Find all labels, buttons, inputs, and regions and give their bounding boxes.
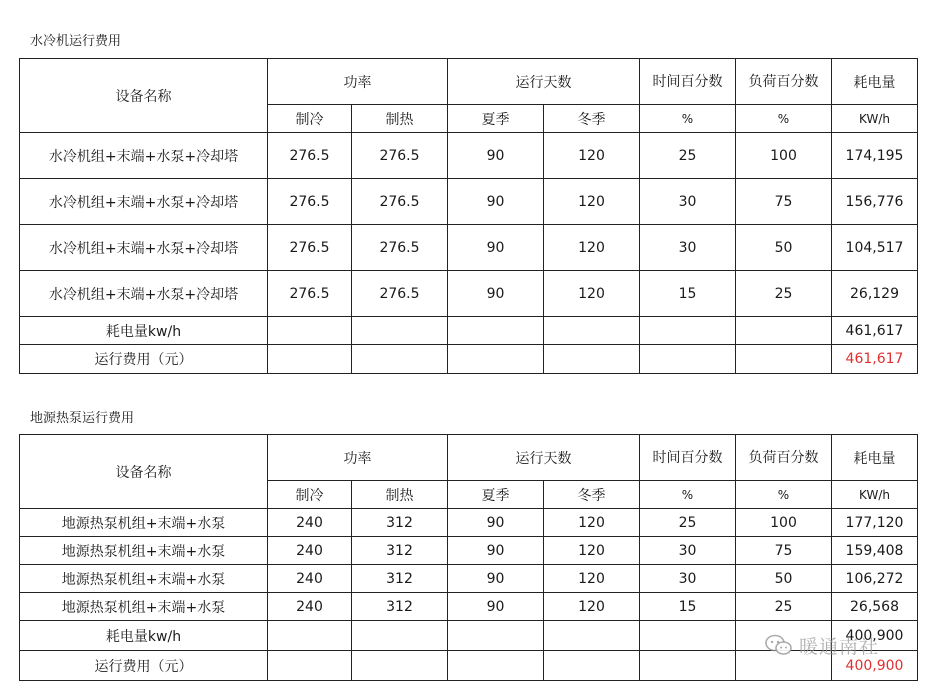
cost-row bbox=[20, 345, 918, 374]
total-row bbox=[20, 317, 918, 345]
header-time-unit: % bbox=[640, 481, 736, 509]
cell-heating: 312 bbox=[352, 509, 448, 537]
header-equipment-name: 设备名称 bbox=[20, 435, 268, 509]
cell-load-percent: 100 bbox=[736, 133, 832, 179]
cell-energy: 174,195 bbox=[832, 133, 918, 179]
cell-name: 地源热泵机组+末端+水泵 bbox=[20, 593, 268, 621]
cell-name: 水冷机组+末端+水泵+冷却塔 bbox=[20, 179, 268, 225]
cell-winter: 120 bbox=[544, 225, 640, 271]
header-time-percent: 时间百分数 bbox=[640, 59, 736, 105]
cell-winter: 120 bbox=[544, 133, 640, 179]
cell-time-percent: 30 bbox=[640, 179, 736, 225]
total-label: 耗电量kw/h bbox=[20, 317, 268, 345]
cell-energy: 159,408 bbox=[832, 537, 918, 565]
cell-heating: 276.5 bbox=[352, 133, 448, 179]
header-power: 功率 bbox=[268, 59, 448, 105]
cell-winter: 120 bbox=[544, 565, 640, 593]
cell-winter: 120 bbox=[544, 179, 640, 225]
table-row bbox=[20, 271, 918, 317]
cell-time-percent: 15 bbox=[640, 593, 736, 621]
cell-load-percent: 75 bbox=[736, 179, 832, 225]
cell-winter: 120 bbox=[544, 537, 640, 565]
header-heating: 制热 bbox=[352, 105, 448, 133]
cell-cooling: 276.5 bbox=[268, 271, 352, 317]
header-load-unit: % bbox=[736, 105, 832, 133]
cell-winter: 120 bbox=[544, 593, 640, 621]
cell-name: 地源热泵机组+末端+水泵 bbox=[20, 509, 268, 537]
cell-heating: 312 bbox=[352, 565, 448, 593]
cell-name: 地源热泵机组+末端+水泵 bbox=[20, 565, 268, 593]
cell-time-percent: 30 bbox=[640, 537, 736, 565]
cost-value: 400,900 bbox=[832, 651, 918, 681]
cell-name: 水冷机组+末端+水泵+冷却塔 bbox=[20, 225, 268, 271]
header-load-percent: 负荷百分数 bbox=[736, 59, 832, 105]
table-row bbox=[20, 133, 918, 179]
header-time-percent: 时间百分数 bbox=[640, 435, 736, 481]
header-time-unit: % bbox=[640, 105, 736, 133]
cell-heating: 276.5 bbox=[352, 179, 448, 225]
cell-name: 地源热泵机组+末端+水泵 bbox=[20, 537, 268, 565]
cost-label: 运行费用（元） bbox=[20, 651, 268, 681]
table-row bbox=[20, 565, 918, 593]
header-energy-unit: KW/h bbox=[832, 481, 918, 509]
cell-heating: 276.5 bbox=[352, 271, 448, 317]
header-winter: 冬季 bbox=[544, 105, 640, 133]
cell-summer: 90 bbox=[448, 179, 544, 225]
header-winter: 冬季 bbox=[544, 481, 640, 509]
table-row bbox=[20, 225, 918, 271]
cell-load-percent: 25 bbox=[736, 593, 832, 621]
cell-heating: 312 bbox=[352, 537, 448, 565]
table-row bbox=[20, 537, 918, 565]
total-energy-value: 400,900 bbox=[832, 621, 918, 651]
wechat-icon bbox=[765, 633, 793, 657]
total-label: 耗电量kw/h bbox=[20, 621, 268, 651]
header-equipment-name: 设备名称 bbox=[20, 59, 268, 133]
table-row bbox=[20, 179, 918, 225]
cell-name: 水冷机组+末端+水泵+冷却塔 bbox=[20, 133, 268, 179]
cell-winter: 120 bbox=[544, 509, 640, 537]
cell-cooling: 276.5 bbox=[268, 133, 352, 179]
header-cooling: 制冷 bbox=[268, 105, 352, 133]
cell-heating: 312 bbox=[352, 593, 448, 621]
table-title: 地源热泵运行费用 bbox=[30, 411, 135, 426]
total-energy-value: 461,617 bbox=[832, 317, 918, 345]
cell-time-percent: 25 bbox=[640, 133, 736, 179]
cell-cooling: 240 bbox=[268, 593, 352, 621]
cell-energy: 177,120 bbox=[832, 509, 918, 537]
cell-summer: 90 bbox=[448, 225, 544, 271]
cell-winter: 120 bbox=[544, 271, 640, 317]
cell-cooling: 276.5 bbox=[268, 179, 352, 225]
watermark-text: 暖通南社 bbox=[799, 635, 880, 658]
header-energy-unit: KW/h bbox=[832, 105, 918, 133]
watermark bbox=[765, 630, 879, 660]
cost-value: 461,617 bbox=[832, 345, 918, 374]
cost-label: 运行费用（元） bbox=[20, 345, 268, 374]
cell-energy: 104,517 bbox=[832, 225, 918, 271]
header-energy: 耗电量 bbox=[832, 435, 918, 481]
header-run-days: 运行天数 bbox=[448, 59, 640, 105]
cell-time-percent: 30 bbox=[640, 565, 736, 593]
cell-load-percent: 100 bbox=[736, 509, 832, 537]
table-title: 水冷机运行费用 bbox=[30, 34, 122, 49]
header-load-unit: % bbox=[736, 481, 832, 509]
cell-energy: 106,272 bbox=[832, 565, 918, 593]
header-summer: 夏季 bbox=[448, 105, 544, 133]
water-chiller-cost-table bbox=[19, 58, 918, 374]
cell-energy: 26,129 bbox=[832, 271, 918, 317]
cell-summer: 90 bbox=[448, 565, 544, 593]
cell-name: 水冷机组+末端+水泵+冷却塔 bbox=[20, 271, 268, 317]
table-row bbox=[20, 509, 918, 537]
cell-summer: 90 bbox=[448, 509, 544, 537]
header-heating: 制热 bbox=[352, 481, 448, 509]
cell-summer: 90 bbox=[448, 593, 544, 621]
cell-load-percent: 25 bbox=[736, 271, 832, 317]
table-row bbox=[20, 593, 918, 621]
cell-time-percent: 30 bbox=[640, 225, 736, 271]
cell-energy: 156,776 bbox=[832, 179, 918, 225]
cell-cooling: 276.5 bbox=[268, 225, 352, 271]
cell-summer: 90 bbox=[448, 133, 544, 179]
header-energy: 耗电量 bbox=[832, 59, 918, 105]
cell-load-percent: 50 bbox=[736, 225, 832, 271]
cell-energy: 26,568 bbox=[832, 593, 918, 621]
cell-summer: 90 bbox=[448, 271, 544, 317]
header-load-percent: 负荷百分数 bbox=[736, 435, 832, 481]
header-summer: 夏季 bbox=[448, 481, 544, 509]
header-run-days: 运行天数 bbox=[448, 435, 640, 481]
cell-time-percent: 15 bbox=[640, 271, 736, 317]
header-power: 功率 bbox=[268, 435, 448, 481]
cell-summer: 90 bbox=[448, 537, 544, 565]
cell-load-percent: 75 bbox=[736, 537, 832, 565]
cell-cooling: 240 bbox=[268, 565, 352, 593]
cell-heating: 276.5 bbox=[352, 225, 448, 271]
cell-load-percent: 50 bbox=[736, 565, 832, 593]
header-cooling: 制冷 bbox=[268, 481, 352, 509]
cell-cooling: 240 bbox=[268, 537, 352, 565]
cell-cooling: 240 bbox=[268, 509, 352, 537]
cell-time-percent: 25 bbox=[640, 509, 736, 537]
